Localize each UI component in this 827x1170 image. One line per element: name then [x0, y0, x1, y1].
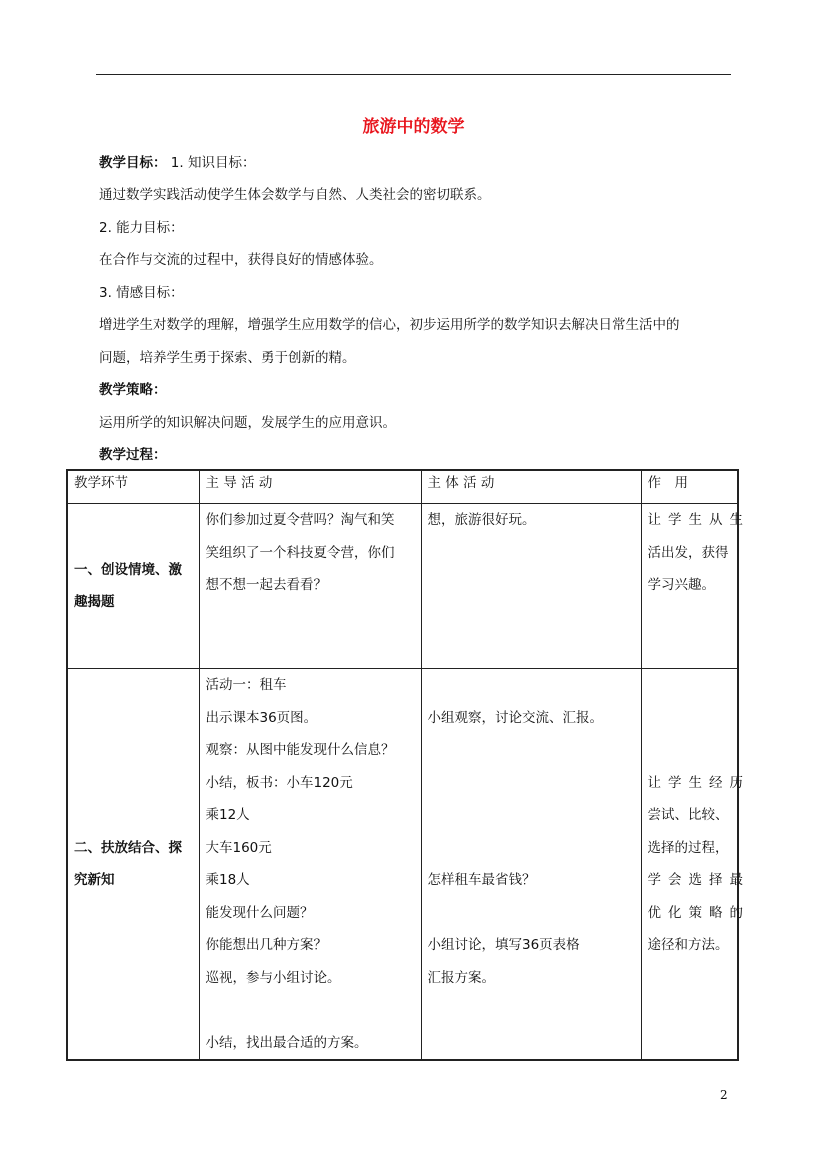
lead-line: 能发现什么问题？	[205, 904, 314, 921]
effect-line: 让学生从生	[647, 512, 750, 528]
lead-line: 小结，板书：小车120元	[205, 774, 353, 791]
lead-activity-cell	[199, 669, 421, 1061]
stage-cell: 一、创设情境、激趣揭题	[67, 504, 199, 669]
knowledge-objective-text: 通过数学实践活动使学生体会数学与自然、人类社会的密切联系。	[99, 187, 491, 203]
lead-line: 小结，找出最合适的方案。	[205, 1034, 368, 1051]
student-line: 怎样租车最省钱？	[427, 872, 536, 888]
effect-line	[648, 702, 732, 735]
page-number: 2	[720, 1088, 728, 1102]
lead-line: 想不想一起去看看？	[205, 577, 327, 593]
emotion-objective-label: 3. 情感目标：	[99, 285, 184, 301]
effect-cell	[641, 669, 750, 1061]
strategy-heading: 教学策略：	[99, 382, 167, 398]
effect-line: 途径和方法。	[647, 937, 729, 953]
lead-line	[206, 994, 415, 1027]
emotion-objective-text-1: 增进学生对数学的理解，增强学生应用数学的信心，初步运用所学的数学知识去解决日常生活中的	[99, 317, 680, 333]
stage-cell: 二、扶放结合、探究新知	[67, 669, 199, 1061]
objectives-line	[99, 151, 255, 171]
student-activity-cell	[421, 669, 641, 1061]
process-heading: 教学过程：	[99, 447, 167, 463]
effect-line: 让学生经历	[647, 774, 750, 791]
ability-objective-text: 在合作与交流的过程中，获得良好的情感体验。	[99, 252, 383, 268]
lead-line: 你们参加过夏令营吗？淘气和笑	[205, 512, 395, 528]
emotion-objective-text-2: 问题，培养学生勇于探索、勇于创新的精。	[99, 350, 356, 366]
lead-line: 出示课本36页图。	[205, 709, 318, 726]
student-activity-cell	[421, 504, 641, 669]
teaching-process-table	[66, 469, 750, 1061]
lead-activity-cell	[199, 504, 421, 669]
lead-line: 你能想出几种方案？	[205, 937, 327, 953]
table-header-row	[67, 470, 738, 504]
lead-line: 乘18人	[205, 872, 250, 888]
effect-line	[648, 734, 732, 767]
lead-line: 乘12人	[205, 807, 250, 823]
lead-line: 笑组织了一个科技夏令营，你们	[205, 544, 395, 561]
knowledge-objective-label: 1. 知识目标：	[170, 155, 256, 171]
effect-line: 学习兴趣。	[647, 577, 715, 593]
student-line	[428, 832, 635, 865]
table-row	[67, 504, 738, 669]
effect-line: 尝试、比较、	[647, 807, 729, 823]
header-lead-activity: 主 导 活 动	[199, 470, 421, 504]
effect-line: 选择的过程，	[647, 839, 729, 856]
student-line: 小组讨论，填写36页表格	[427, 937, 580, 953]
student-line	[428, 897, 635, 930]
table-row	[67, 669, 738, 1061]
objectives-heading: 教学目标：	[99, 155, 167, 171]
document-title: 旅游中的数学	[362, 117, 465, 137]
lead-line: 活动一：租车	[205, 677, 287, 693]
ability-objective-label: 2. 能力目标：	[99, 220, 184, 236]
effect-line: 优化策略的	[647, 904, 750, 921]
effect-line	[648, 669, 732, 702]
header-stage: 教学环节	[67, 470, 199, 504]
effect-line: 学会选择最	[647, 872, 750, 888]
effect-line: 活出发，获得	[647, 544, 729, 561]
effect-cell	[641, 504, 750, 669]
header-student-activity: 主 体 活 动	[421, 470, 641, 504]
header-rule	[96, 74, 731, 75]
header-effect: 作 用	[641, 470, 738, 504]
lead-line: 观察：从图中能发现什么信息？	[205, 742, 395, 758]
student-line: 想，旅游很好玩。	[427, 512, 536, 528]
lead-line: 巡视，参与小组讨论。	[205, 969, 341, 986]
student-line: 汇报方案。	[427, 969, 495, 986]
strategy-text: 运用所学的知识解决问题，发展学生的应用意识。	[99, 415, 396, 431]
student-line: 小组观察，讨论交流、汇报。	[427, 709, 603, 726]
lead-line: 大车160元	[205, 839, 272, 856]
student-line	[428, 734, 635, 767]
student-line	[428, 767, 635, 800]
student-line	[428, 669, 635, 702]
student-line	[428, 799, 635, 832]
